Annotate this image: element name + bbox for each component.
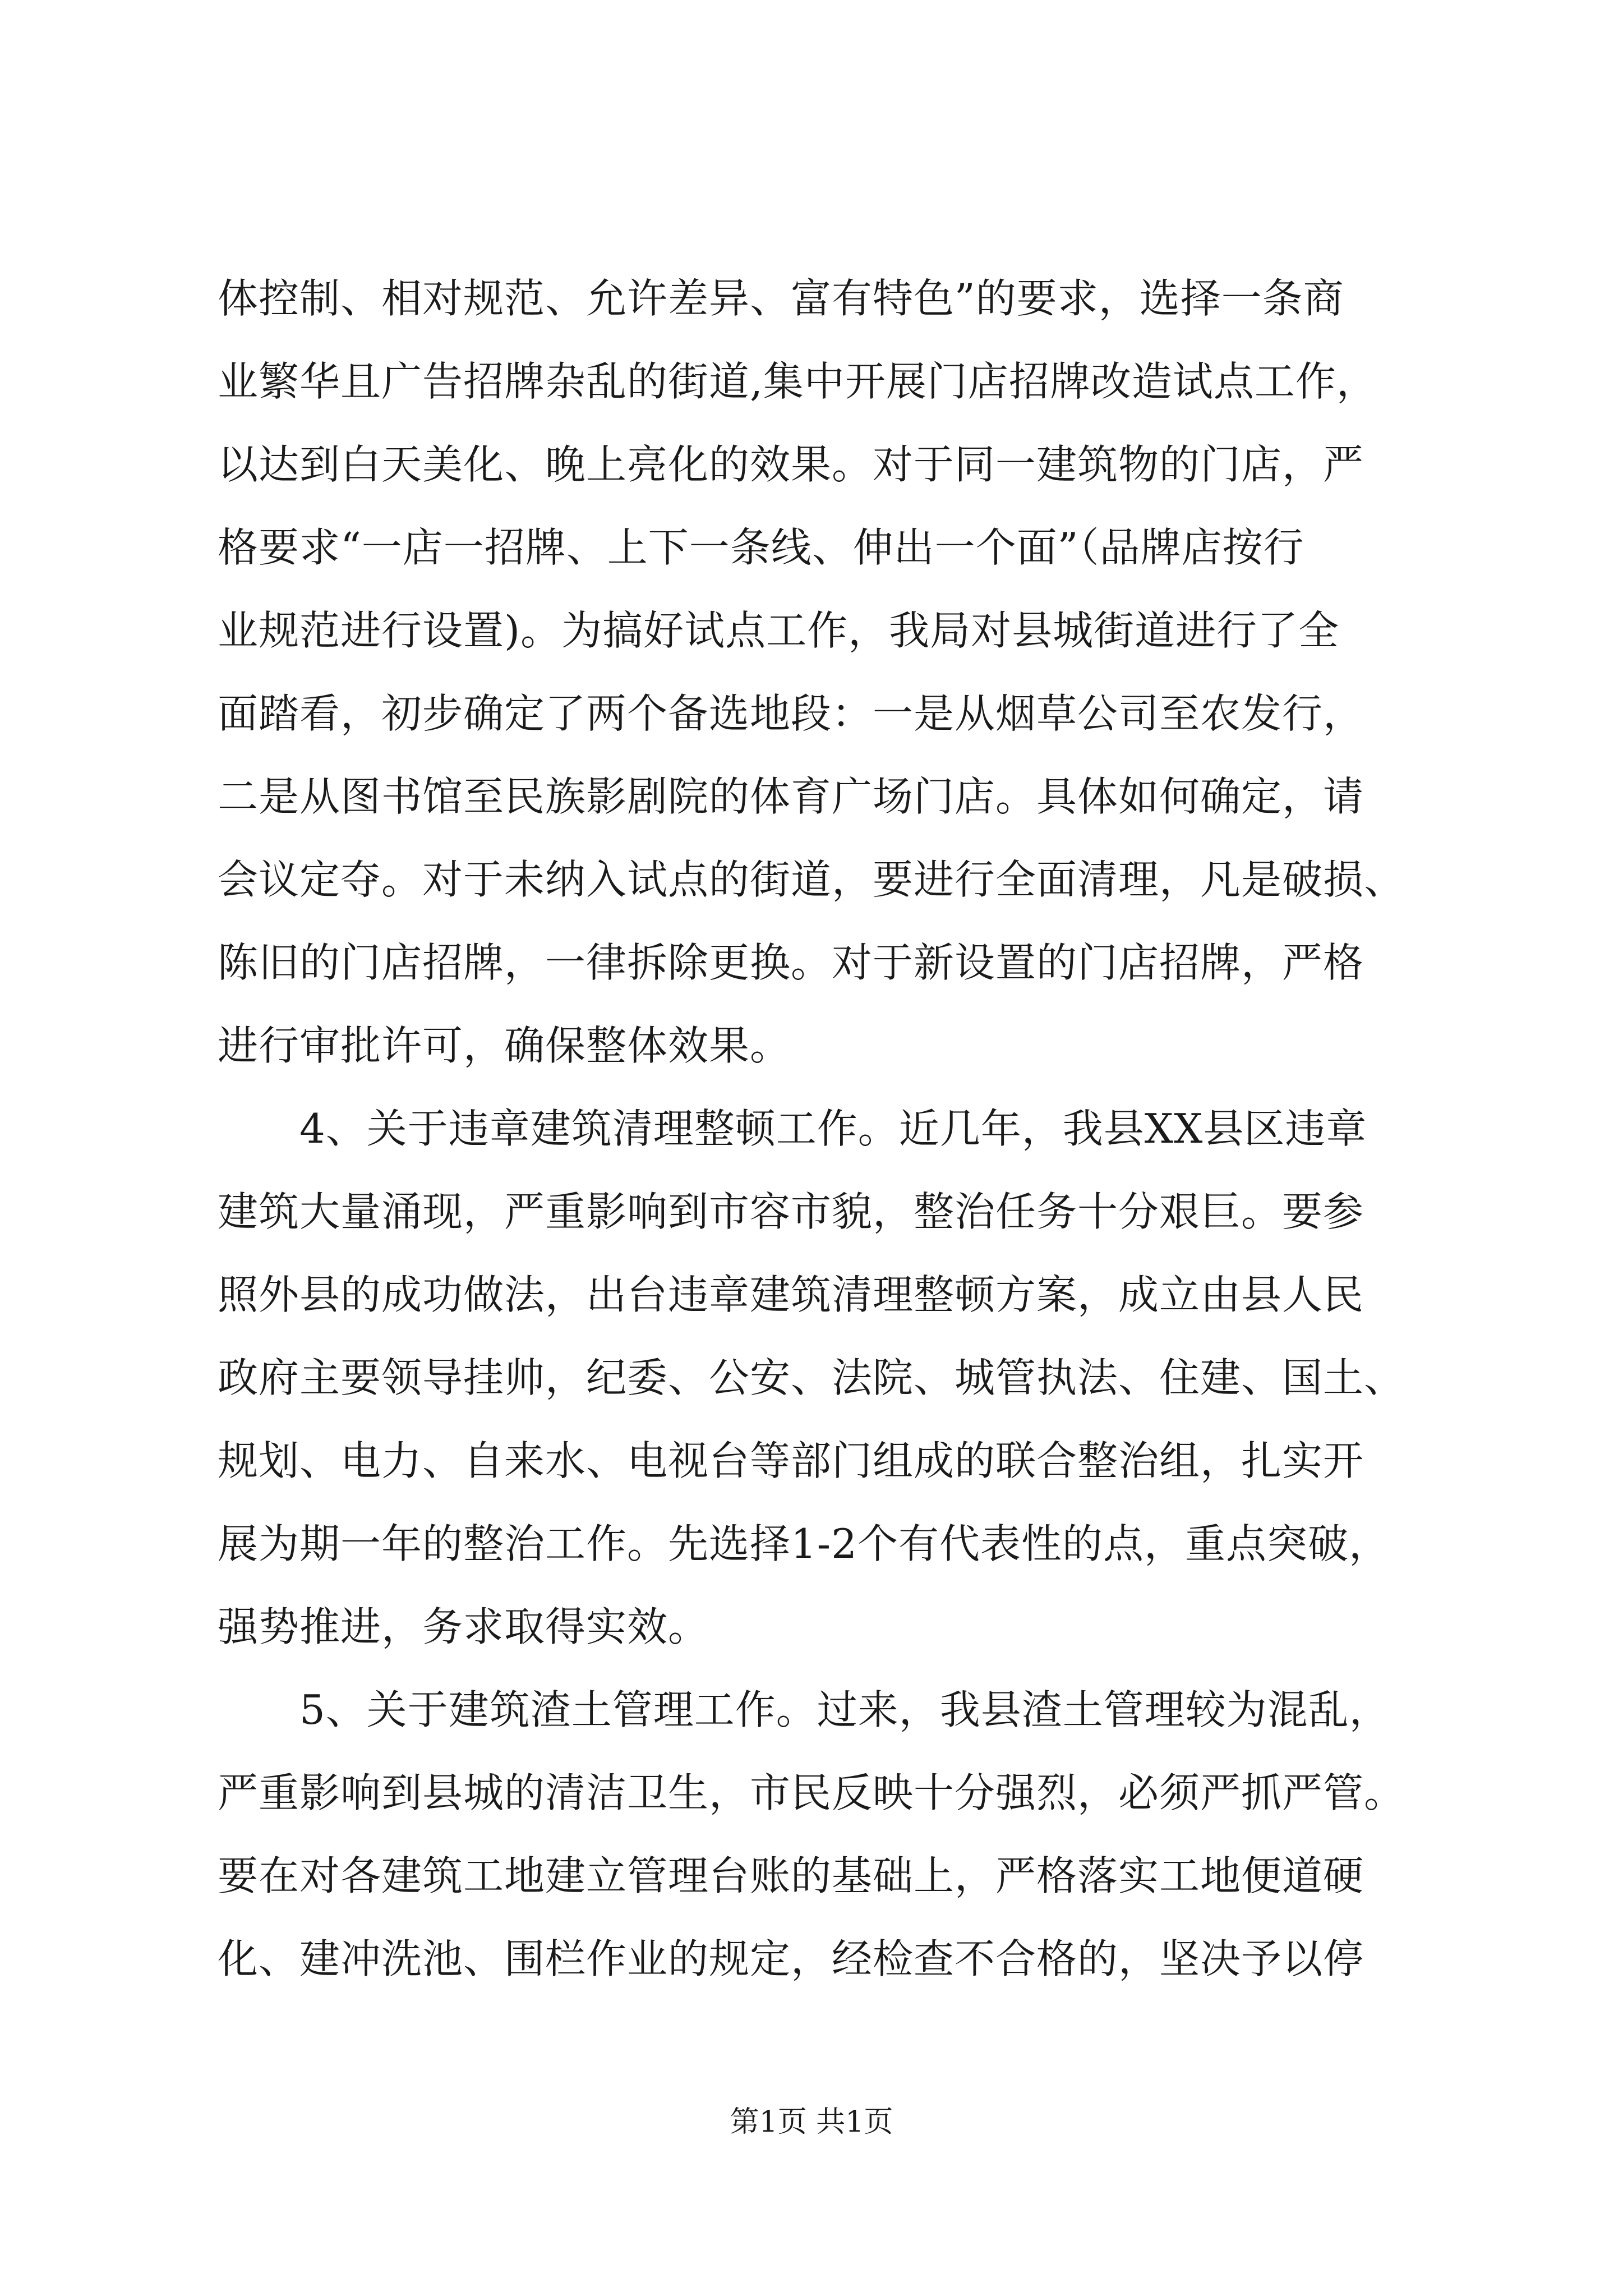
text-line: 照外县的成功做法，出台违章建筑清理整顿方案，成立由县人民 bbox=[218, 1271, 1364, 1318]
text-line: 进行审批许可，确保整体效果。 bbox=[218, 1022, 791, 1069]
text-line: 以达到白天美化、晚上亮化的效果。对于同一建筑物的门店，严 bbox=[218, 441, 1364, 488]
text-line: 会议定夺。对于未纳入试点的街道，要进行全面清理，凡是破损、 bbox=[218, 856, 1405, 903]
text-line: 业规范进行设置)。为搞好试点工作，我局对县城街道进行了全 bbox=[218, 607, 1340, 654]
text-line: 强势推进，务求取得实效。 bbox=[218, 1603, 709, 1650]
text-line: 建筑大量涌现，严重影响到市容市貌，整治任务十分艰巨。要参 bbox=[218, 1188, 1364, 1235]
text-line: 展为期一年的整治工作。先选择1-2个有代表性的点，重点突破， bbox=[218, 1520, 1390, 1567]
text-line: 5、关于建筑渣土管理工作。过来，我县渣土管理较为混乱， bbox=[218, 1686, 1390, 1733]
text-line: 业繁华且广告招牌杂乱的街道,集中开展门店招牌改造试点工作， bbox=[218, 358, 1377, 405]
text-line: 要在对各建筑工地建立管理台账的基础上，严格落实工地便道硬 bbox=[218, 1852, 1364, 1899]
text-line: 体控制、相对规范、允许差异、富有特色”的要求，选择一条商 bbox=[218, 275, 1344, 322]
body-text bbox=[218, 257, 1474, 2000]
text-line: 二是从图书馆至民族影剧院的体育广场门店。具体如何确定，请 bbox=[218, 773, 1364, 820]
page-footer bbox=[0, 2102, 1623, 2142]
page-number: 第1页 共1页 bbox=[730, 2105, 893, 2139]
text-line: 规划、电力、自来水、电视台等部门组成的联合整治组，扎实开 bbox=[218, 1437, 1364, 1484]
text-line: 陈旧的门店招牌，一律拆除更换。对于新设置的门店招牌，严格 bbox=[218, 939, 1364, 986]
text-line: 政府主要领导挂帅，纪委、公安、法院、城管执法、住建、国土、 bbox=[218, 1354, 1405, 1401]
text-line: 化、建冲洗池、围栏作业的规定，经检查不合格的，坚决予以停 bbox=[218, 1935, 1364, 1982]
text-line: 4、关于违章建筑清理整顿工作。近几年，我县XX县区违章 bbox=[218, 1105, 1367, 1152]
text-line: 格要求“一店一招牌、上下一条线、伸出一个面”（品牌店按行 bbox=[218, 524, 1304, 571]
text-line: 严重影响到县城的清洁卫生，市民反映十分强烈，必须严抓严管。 bbox=[218, 1769, 1405, 1816]
text-line: 面踏看，初步确定了两个备选地段：一是从烟草公司至农发行， bbox=[218, 690, 1364, 737]
